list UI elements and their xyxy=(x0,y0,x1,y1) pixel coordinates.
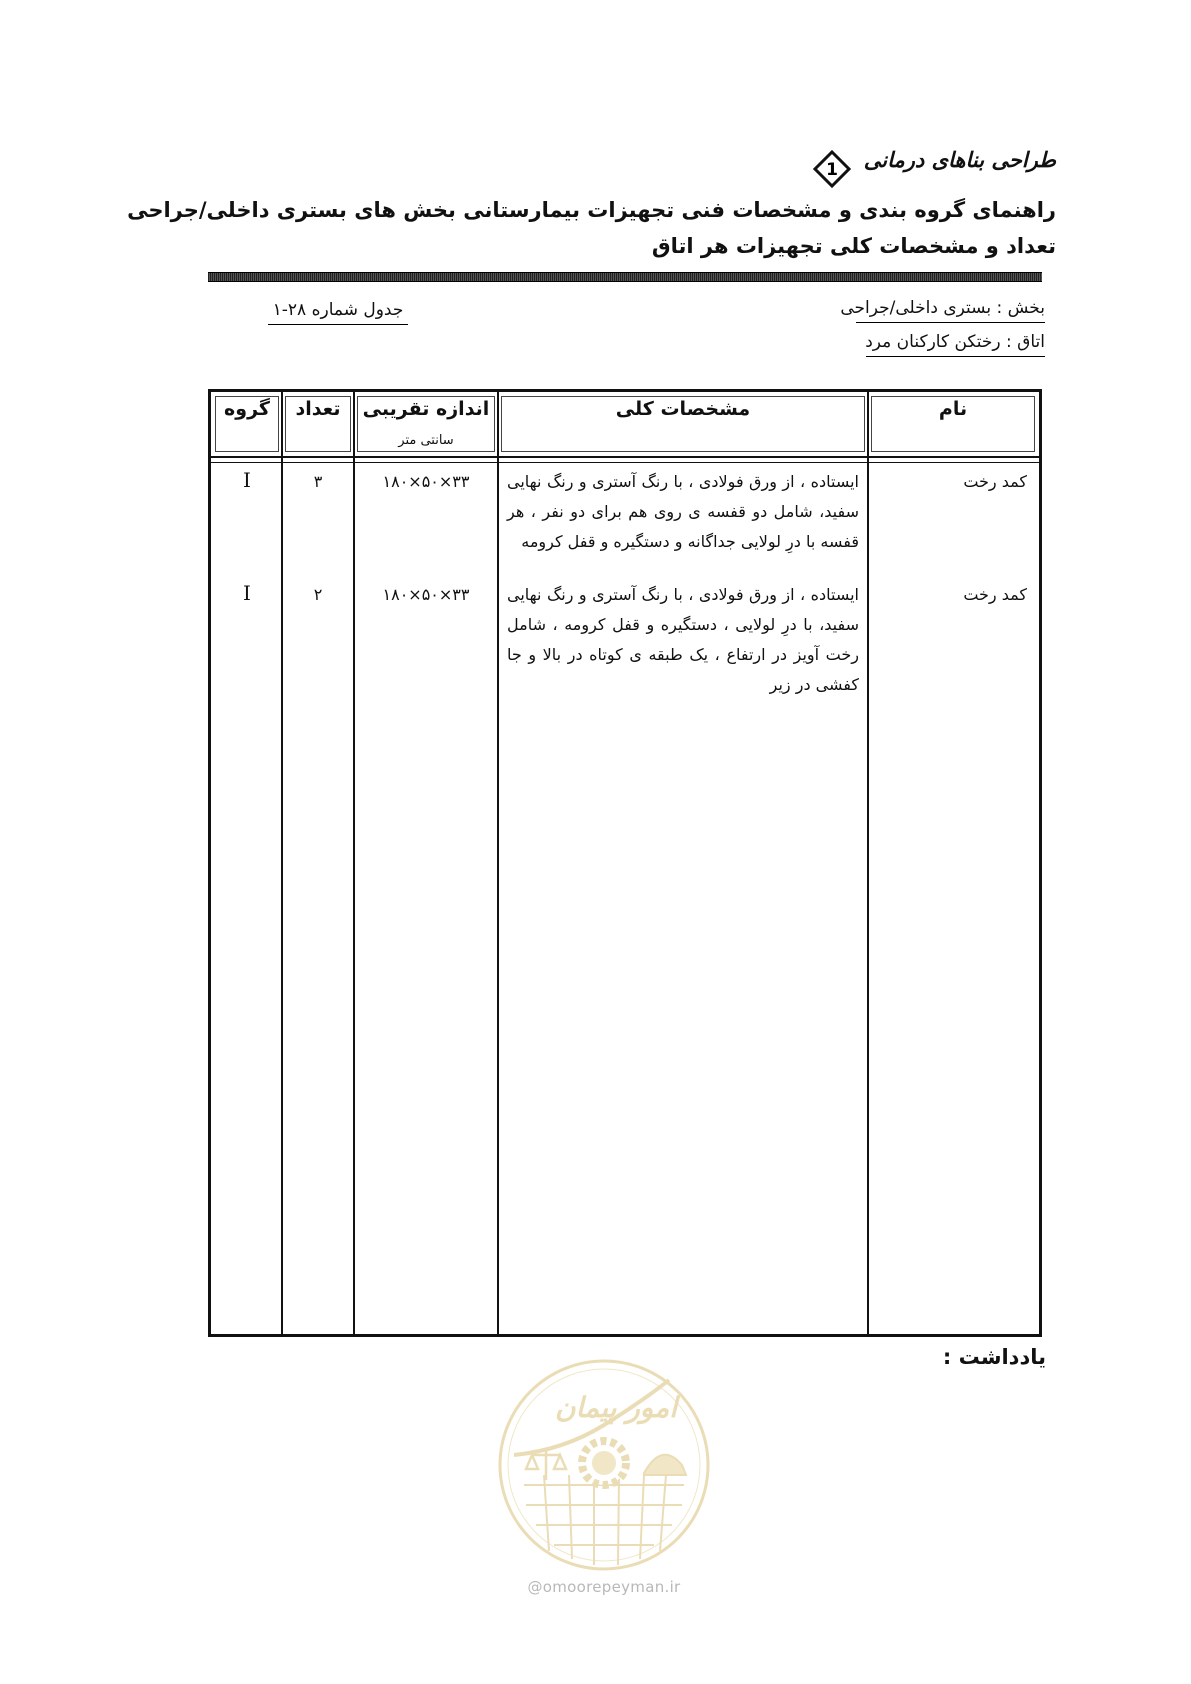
row-2-name: کمد رخت xyxy=(963,585,1027,604)
header-specs: مشخصات کلی xyxy=(615,398,751,420)
header-name: نام xyxy=(938,398,968,420)
row-1-specs: ایستاده ، از ورق فولادی ، با رنگ آستری و رنگ نهایی سفید، شامل دو قفسه ی روی هم برای دو نفر ، هر قفسه با درِ لولایی جداگانه و دستگیره و قفل کرومه xyxy=(507,472,859,551)
table-number: جدول شماره ۲۸-۱ xyxy=(272,300,404,320)
header-divider xyxy=(208,272,1042,282)
header-size-unit: سانتی متر xyxy=(398,433,454,448)
room-label: اتاق : رختکن کارکنان مرد xyxy=(865,332,1045,352)
row-1-group: I xyxy=(243,468,251,492)
document-subtitle: تعداد و مشخصات کلی تجهیزات هر اتاق xyxy=(651,234,1056,258)
notes-label: یادداشت : xyxy=(942,1345,1046,1369)
header-group: گروه xyxy=(224,398,270,420)
row-2-count: ۲ xyxy=(313,585,323,604)
row-1-size: ۳۳×۵۰×۱۸۰ xyxy=(382,472,470,491)
row-2-specs: ایستاده ، از ورق فولادی ، با رنگ آستری و رنگ نهایی سفید، با درِ لولایی ، دستگیره و قفل کرومه ، شامل رخت آویز در ارتفاع ، یک طبقه ی کوتاه در بالا و جا کفشی در زیر xyxy=(507,585,859,694)
column-divider xyxy=(281,392,283,1334)
series-title: طراحی بناهای درمانی xyxy=(863,148,1056,172)
section-label: بخش : بستری داخلی/جراحی xyxy=(840,298,1045,318)
row-2-size: ۳۳×۵۰×۱۸۰ xyxy=(382,585,470,604)
column-divider xyxy=(867,392,869,1334)
section-underline xyxy=(856,322,1045,323)
header-count: تعداد xyxy=(295,398,341,420)
series-number-badge xyxy=(813,150,851,188)
row-1-count: ۳ xyxy=(313,472,323,491)
header-separator xyxy=(211,456,1039,463)
column-divider xyxy=(353,392,355,1334)
row-1-name: کمد رخت xyxy=(963,472,1027,491)
watermark-url: @omoorepeyman.ir xyxy=(527,1578,681,1596)
series-number: 1 xyxy=(826,160,838,180)
column-divider xyxy=(497,392,499,1334)
document-title: راهنمای گروه بندی و مشخصات فنی تجهیزات بیمارستانی بخش های بستری داخلی/جراحی xyxy=(127,198,1056,222)
equipment-table xyxy=(208,389,1042,1337)
header-size: اندازه تقریبی xyxy=(362,398,490,420)
row-2-group: I xyxy=(243,581,251,605)
table-number-underline xyxy=(268,324,408,325)
watermark-logo-text: امور پیمان xyxy=(554,1391,678,1424)
room-underline xyxy=(866,356,1045,357)
watermark-logo xyxy=(494,1355,714,1575)
